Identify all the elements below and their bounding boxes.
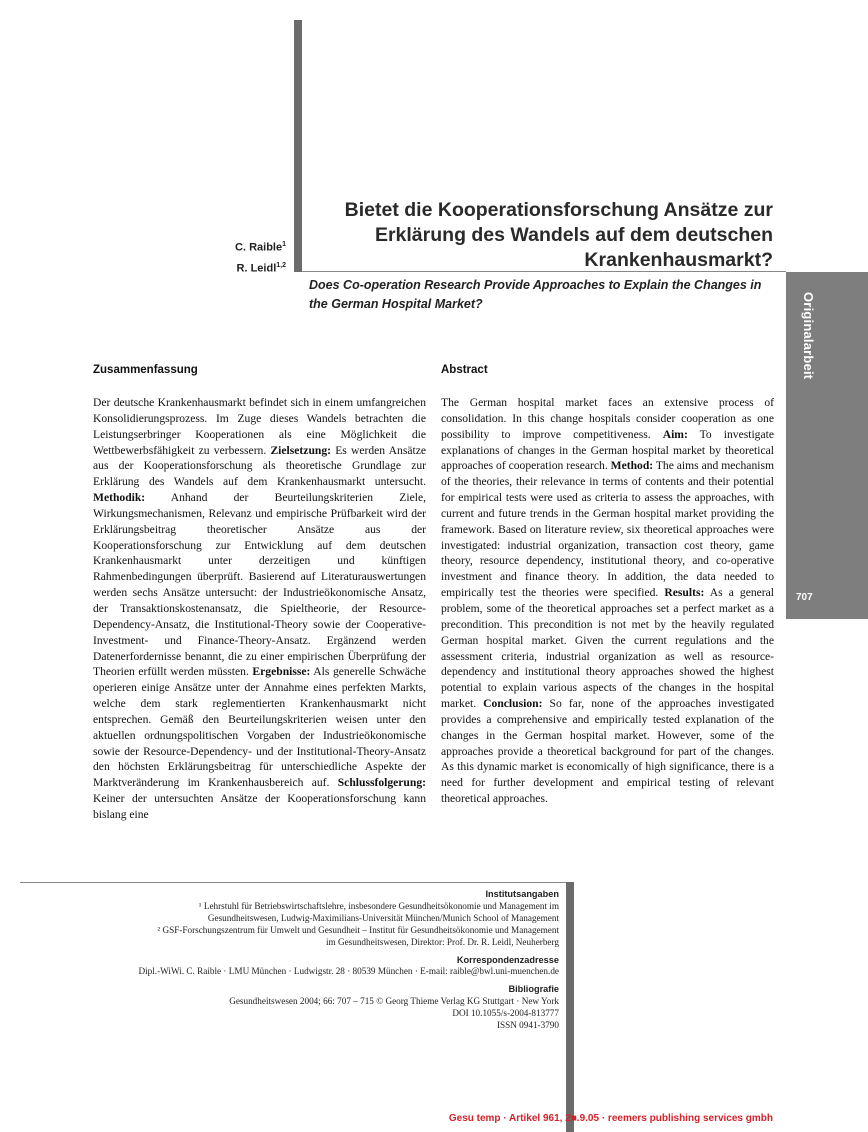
section-label: Conclusion: [483, 697, 543, 711]
author-list [235, 236, 286, 277]
body-text: Der deutsche Krankenhausmarkt befindet sich in einem umfangreichen Konsolidierungsprozess. Im Zuge dieses Wandels betrachten die Leistungserbringer Kooperationen als eine Möglichkeit die Wettbewerbsfähigkeit zu verbessern. [93, 396, 426, 457]
author: C. Raible$^1$ [235, 241, 286, 254]
footer-line: Gesundheitswesen 2004; 66: 707 – 715 © Georg Thieme Verlag KG Stuttgart · New York [229, 996, 559, 1007]
body-text: To investigate explanations of changes in the German hospital market by theoretical approaches of cooperation research. [441, 427, 774, 473]
body-text: Als generelle Schwäche operieren einige Ansätze unter der Annahme eines perfekten Markts, welche dem stark reglementierten Krankenhausmarkt nicht entsprechen. Gemäß den Beurteilungskriterien weisen unter den aktuellen ordnungspolitischen Vorgaben der Industrieökonomische sowie der Resource-Dependency- und der Institutional-Theory-Ansatz den höchsten Erklärungsbeitrag für unterschiedliche Aspekte der Marktveränderung im Krankenhausbereich auf. [93, 665, 426, 790]
title-line: Bietet die Kooperationsforschung Ansätze zur [344, 199, 773, 221]
section-label: Schlussfolgerung: [337, 776, 426, 790]
section-label: Zielsetzung: [270, 443, 331, 457]
publisher-credit: Gesu temp · Artikel 961, 2■.9.05 · reemers publishing services gmbh [448, 1113, 773, 1124]
body-text: As a general problem, some of the theoretical approaches set a perfect market as a precondition. This precondition is not met by the heavily regulated German hospital market. Given the current regulations and the assessment criteria, industrial organization as well as resource-dependency and institutional theory approaches showed the highest potential to explain various aspects of the changes in the hospital market. [441, 586, 775, 711]
title-line: Erklärung des Wandels auf dem deutschen [374, 224, 773, 246]
section-heading-abstract: Abstract [441, 364, 488, 376]
footer-info [20, 889, 559, 1032]
section-heading-zusammenfassung: Zusammenfassung [93, 364, 198, 376]
body-text: The German hospital market faces an extensive process of consolidation. In this change hospitals consider cooperation as one possibility to improve competitiveness. [441, 396, 774, 441]
section-label: Method: [610, 459, 654, 473]
footer-line: ¹ Lehrstuhl für Betriebswirtschaftslehre, insbesondere Gesundheitsökonomie und Management im [198, 900, 559, 911]
article-title-de [333, 198, 773, 273]
decorative-vertical-bar [566, 882, 574, 1132]
footer-line: ISSN 0941-3790 [496, 1020, 559, 1031]
article-title-en: Does Co-operation Research Provide Approaches to Explain the Changes in the German Hospital Market? [309, 278, 762, 311]
footer-rule [20, 882, 566, 883]
body-text: The aims and mechanism of the theories, their relevance in terms of contents and their potential for empirical tests were used as criteria to assess the approaches, with current and future trends in the German hospital market providing the framework. Based on literature review, six theoretical approaches were investigated: industrial organization, transaction cost theory, game theory, resource dependency, institutional theory, and co-operative investment and finance theory. In addition, the data needed to empirically test the theories were specified. [441, 459, 775, 600]
page-number: 707 [796, 592, 813, 603]
section-label: Ergebnisse: [252, 665, 311, 679]
title-line: Krankenhausmarkt? [584, 249, 773, 271]
footer-line: im Gesundheitswesen, Direktor: Prof. Dr. R. Leidl, Neuherberg [325, 936, 559, 947]
body-text: So far, none of the approaches investigated provides a comprehensive and empirically tested explanation of the changes in the German hospital market. However, some of the approaches provide a theoretical background for part of the changes. As this dynamic market is economically of high significance, there is a need for further development and empirical testing of relevant theoretical approaches. [441, 697, 774, 806]
footer-line: DOI 10.1055/s-2004-813777 [452, 1008, 559, 1019]
footer-line: ² GSF-Forschungszentrum für Umwelt und Gesundheit – Institut für Gesundheitsökonomie und Management [157, 924, 559, 935]
footer-line: Dipl.-WiWi. C. Raible · LMU München · Ludwigstr. 28 · 80539 München · E-mail: raible@bwl.uni-muenchen.de [138, 966, 559, 977]
body-text: Es werden Ansätze aus der Kooperationsforschung als theoretische Grundlage zur Erklärung des Wandels auf dem Krankenhausmarkt untersucht. [93, 443, 426, 489]
footer-line: Gesundheitswesen, Ludwig-Maximilians-Universität München/Munich School of Management [207, 912, 559, 923]
decorative-vertical-bar [294, 20, 302, 272]
section-label: Results: [664, 586, 705, 600]
zusammenfassung-text [93, 395, 426, 823]
footer-heading: Institutsangaben [485, 889, 559, 899]
abstract-text [441, 395, 774, 807]
footer-heading: Korrespondenzadresse [456, 954, 559, 965]
section-label: Aim: [662, 427, 688, 441]
author: R. Leidl$^{1,2}$ [236, 261, 286, 275]
side-tab-label: Originalarbeit [801, 292, 816, 380]
side-tab [786, 272, 868, 619]
section-label: Methodik: [93, 491, 146, 505]
footer-heading: Bibliografie [508, 984, 559, 995]
body-text: Keiner der untersuchten Ansätze der Kooperationsforschung kann bislang eine [93, 792, 426, 821]
body-text: Anhand der Beurteilungskriterien Ziele, Wirkungsmechanismen, Relevanz und empirische Prüfbarkeit wird der Erklärungsbeitrag theoretischer Ansätze aus der Kooperationsforschung zur Entwicklung auf dem deutschen Krankenhausmarkt unter derzeitigen und künftigen Rahmenbedingungen überprüft. Basierend auf Literaturauswertungen werden sechs Ansätze untersucht: der Industrieökonomische Ansatz, der Transaktionskostenansatz, die Spieltheorie, der Resource-Dependency-Ansatz, die Institutional-Theory sowie der Cooperative-Investment- und Finance-Theory-Ansatz. Ergänzend werden Datenerfordernisse benannt, die zu einer empirischen Überprüfung der Theorien erfüllt werden müssten. [93, 491, 426, 679]
